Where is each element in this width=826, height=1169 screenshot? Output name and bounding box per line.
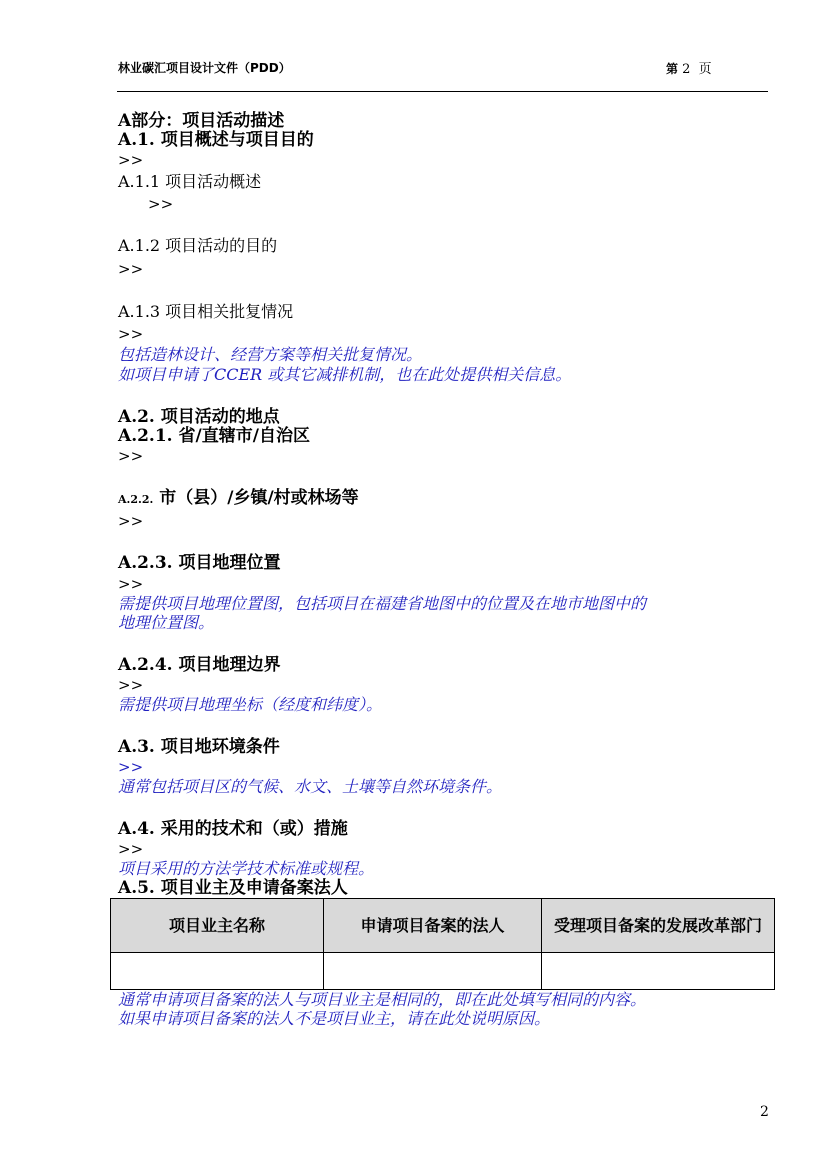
section-a24-note: 需提供项目地理坐标（经度和纬度）。 xyxy=(118,695,383,714)
page-suffix: 页 xyxy=(698,62,712,77)
section-a22-marker: >> xyxy=(118,512,144,530)
section-a22-heading xyxy=(118,488,359,508)
section-a1-title: A.1. 项目概述与项目目的 xyxy=(118,130,314,150)
legal-entity-cell[interactable] xyxy=(324,953,542,990)
page-number: 2 xyxy=(682,62,691,77)
section-a13-marker: >> xyxy=(118,325,144,343)
owner-table-header-row xyxy=(111,899,775,953)
section-a5-title: A.5. 项目业主及申请备案法人 xyxy=(118,878,348,898)
section-a4-marker: >> xyxy=(118,840,144,858)
header-owner-name: 项目业主名称 xyxy=(111,899,324,953)
owner-table xyxy=(110,898,775,990)
section-a11-marker: >> xyxy=(148,195,174,213)
section-a13-note-2: 如项目申请了CCER 或其它减排机制，也在此处提供相关信息。 xyxy=(118,365,572,384)
section-a3-marker: >> xyxy=(118,758,144,776)
section-a11-title: A.1.1 项目活动概述 xyxy=(118,172,262,191)
section-a21-title: A.2.1. 省/直辖市/自治区 xyxy=(118,426,310,446)
section-a5-note-1: 通常申请项目备案的法人与项目业主是相同的，即在此处填写相同的内容。 xyxy=(118,990,647,1009)
section-a3-title: A.3. 项目地环境条件 xyxy=(118,737,280,757)
section-a12-title: A.1.2 项目活动的目的 xyxy=(118,236,278,255)
section-a1-marker: >> xyxy=(118,151,144,169)
section-a22-title: 市（县）/乡镇/村或林场等 xyxy=(153,488,359,508)
page-indicator xyxy=(666,58,712,77)
header-ndrc-department: 受理项目备案的发展改革部门 xyxy=(542,899,775,953)
section-a4-title: A.4. 采用的技术和（或）措施 xyxy=(118,819,348,839)
document-title: 林业碳汇项目设计文件（PDD） xyxy=(118,61,291,75)
ndrc-department-cell[interactable] xyxy=(542,953,775,990)
section-a23-note-2: 地理位置图。 xyxy=(118,613,215,632)
section-a2-title: A.2. 项目活动的地点 xyxy=(118,407,280,427)
section-a21-marker: >> xyxy=(118,447,144,465)
section-a24-title: A.2.4. 项目地理边界 xyxy=(118,655,281,675)
owner-name-cell[interactable] xyxy=(111,953,324,990)
section-a5-note-2: 如果申请项目备案的法人不是项目业主，请在此处说明原因。 xyxy=(118,1009,551,1028)
section-a23-marker: >> xyxy=(118,575,144,593)
section-a23-title: A.2.3. 项目地理位置 xyxy=(118,553,281,573)
part-a-title: A部分：项目活动描述 xyxy=(118,111,285,131)
section-a13-title: A.1.3 项目相关批复情况 xyxy=(118,302,294,321)
table-row xyxy=(111,953,775,990)
section-a22-number: A.2.2. xyxy=(118,493,154,506)
header-divider xyxy=(117,91,768,92)
page-prefix: 第 xyxy=(666,62,679,76)
section-a3-note: 通常包括项目区的气候、水文、土壤等自然环境条件。 xyxy=(118,777,503,796)
header-legal-entity: 申请项目备案的法人 xyxy=(324,899,542,953)
section-a24-marker: >> xyxy=(118,676,144,694)
section-a12-marker: >> xyxy=(118,260,144,278)
footer-page-number: 2 xyxy=(760,1104,769,1120)
section-a13-note-1: 包括造林设计、经营方案等相关批复情况。 xyxy=(118,345,423,364)
section-a4-note: 项目采用的方法学技术标准或规程。 xyxy=(118,859,375,878)
section-a23-note-1: 需提供项目地理位置图，包括项目在福建省地图中的位置及在地市地图中的 xyxy=(118,594,647,613)
